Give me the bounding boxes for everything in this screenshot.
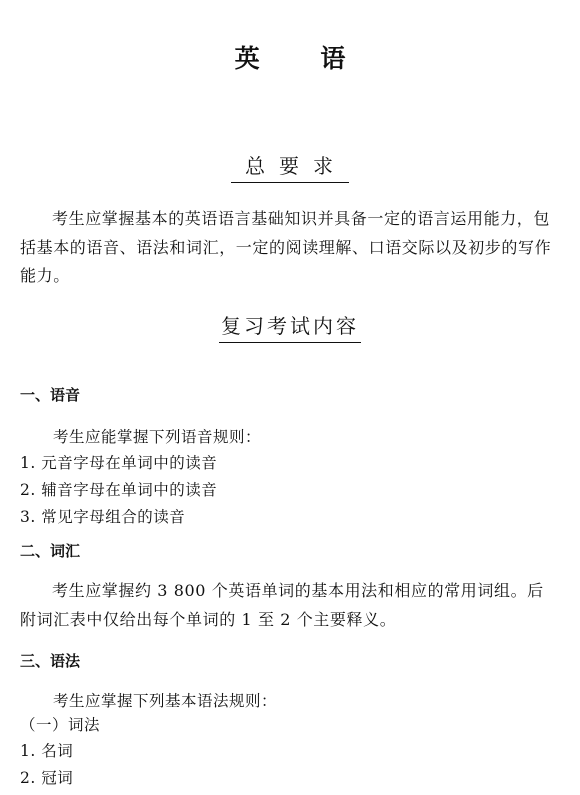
grammar-item: 2. 冠词: [20, 769, 74, 787]
phonetics-item: 3. 常见字母组合的读音: [20, 508, 186, 526]
phonetics-item: 2. 辅音字母在单词中的读音: [20, 481, 218, 499]
review-content-heading: [0, 312, 580, 343]
grammar-subheading: （一）词法: [20, 716, 101, 734]
vocabulary-heading: 二、词汇: [20, 542, 81, 560]
grammar-intro: 考生应掌握下列基本语法规则：: [53, 692, 278, 710]
grammar-heading: 三、语法: [20, 652, 81, 670]
grammar-item: 1. 名词: [20, 742, 74, 760]
vocabulary-paragraph: 考生应掌握约 3 800 个英语单词的基本用法和相应的常用词组。后附词汇表中仅给出每个单词的 1 至 2 个主要释义。: [20, 581, 544, 629]
general-requirements-paragraph: 考生应掌握基本的英语语言基础知识并具备一定的语言运用能力，包括基本的语音、语法和词汇，一定的阅读理解、口语交际以及初步的写作能力。: [20, 209, 552, 285]
review-content-heading-text: 复习考试内容: [219, 312, 361, 343]
phonetics-heading: 一、语音: [20, 386, 81, 404]
general-requirements-heading-text: 总要求: [231, 152, 349, 183]
phonetics-intro: 考生应能掌握下列语音规则：: [53, 428, 262, 446]
page-title: 英 语: [234, 44, 372, 73]
general-requirements-heading: [0, 152, 580, 183]
phonetics-item: 1. 元音字母在单词中的读音: [20, 454, 218, 472]
